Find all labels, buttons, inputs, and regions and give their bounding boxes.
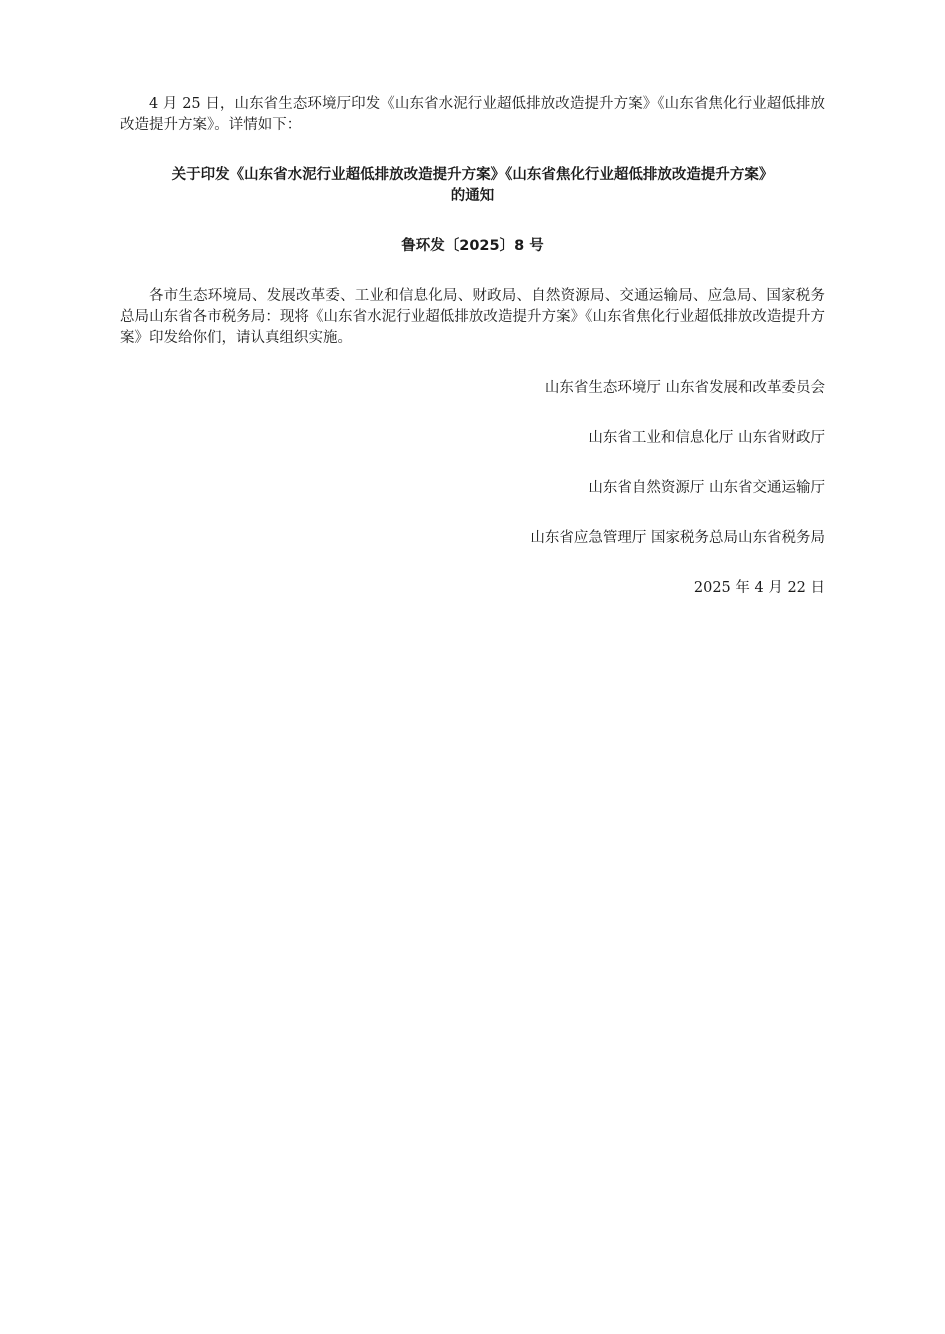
signatory-line-3: 山东省自然资源厅 山东省交通运输厅 <box>588 480 825 496</box>
notice-body: 各市生态环境局、发展改革委、工业和信息化局、财政局、自然资源局、交通运输局、应急局、国家税务总局山东省各市税务局：现将《山东省水泥行业超低排放改造提升方案》《山东省焦化行业超低排放改造提升方案》印发给你们，请认真组织实施。 <box>120 288 825 346</box>
notice-title <box>120 165 825 207</box>
intro-paragraph: 4 月 25 日，山东省生态环境厅印发《山东省水泥行业超低排放改造提升方案》《山东省焦化行业超低排放改造提升方案》。详情如下： <box>120 96 825 133</box>
notice-title-line-2: 的通知 <box>450 188 495 204</box>
issue-date: 2025 年 4 月 22 日 <box>693 580 825 596</box>
signatory-line-2: 山东省工业和信息化厅 山东省财政厅 <box>588 430 825 446</box>
document-page <box>120 94 825 599</box>
signatory-line-4: 山东省应急管理厅 国家税务总局山东省税务局 <box>530 530 825 546</box>
notice-title-line-1: 关于印发《山东省水泥行业超低排放改造提升方案》《山东省焦化行业超低排放改造提升方案》 <box>171 167 774 183</box>
document-number: 鲁环发〔2025〕8 号 <box>401 238 544 254</box>
signatory-line-1: 山东省生态环境厅 山东省发展和改革委员会 <box>544 380 825 396</box>
